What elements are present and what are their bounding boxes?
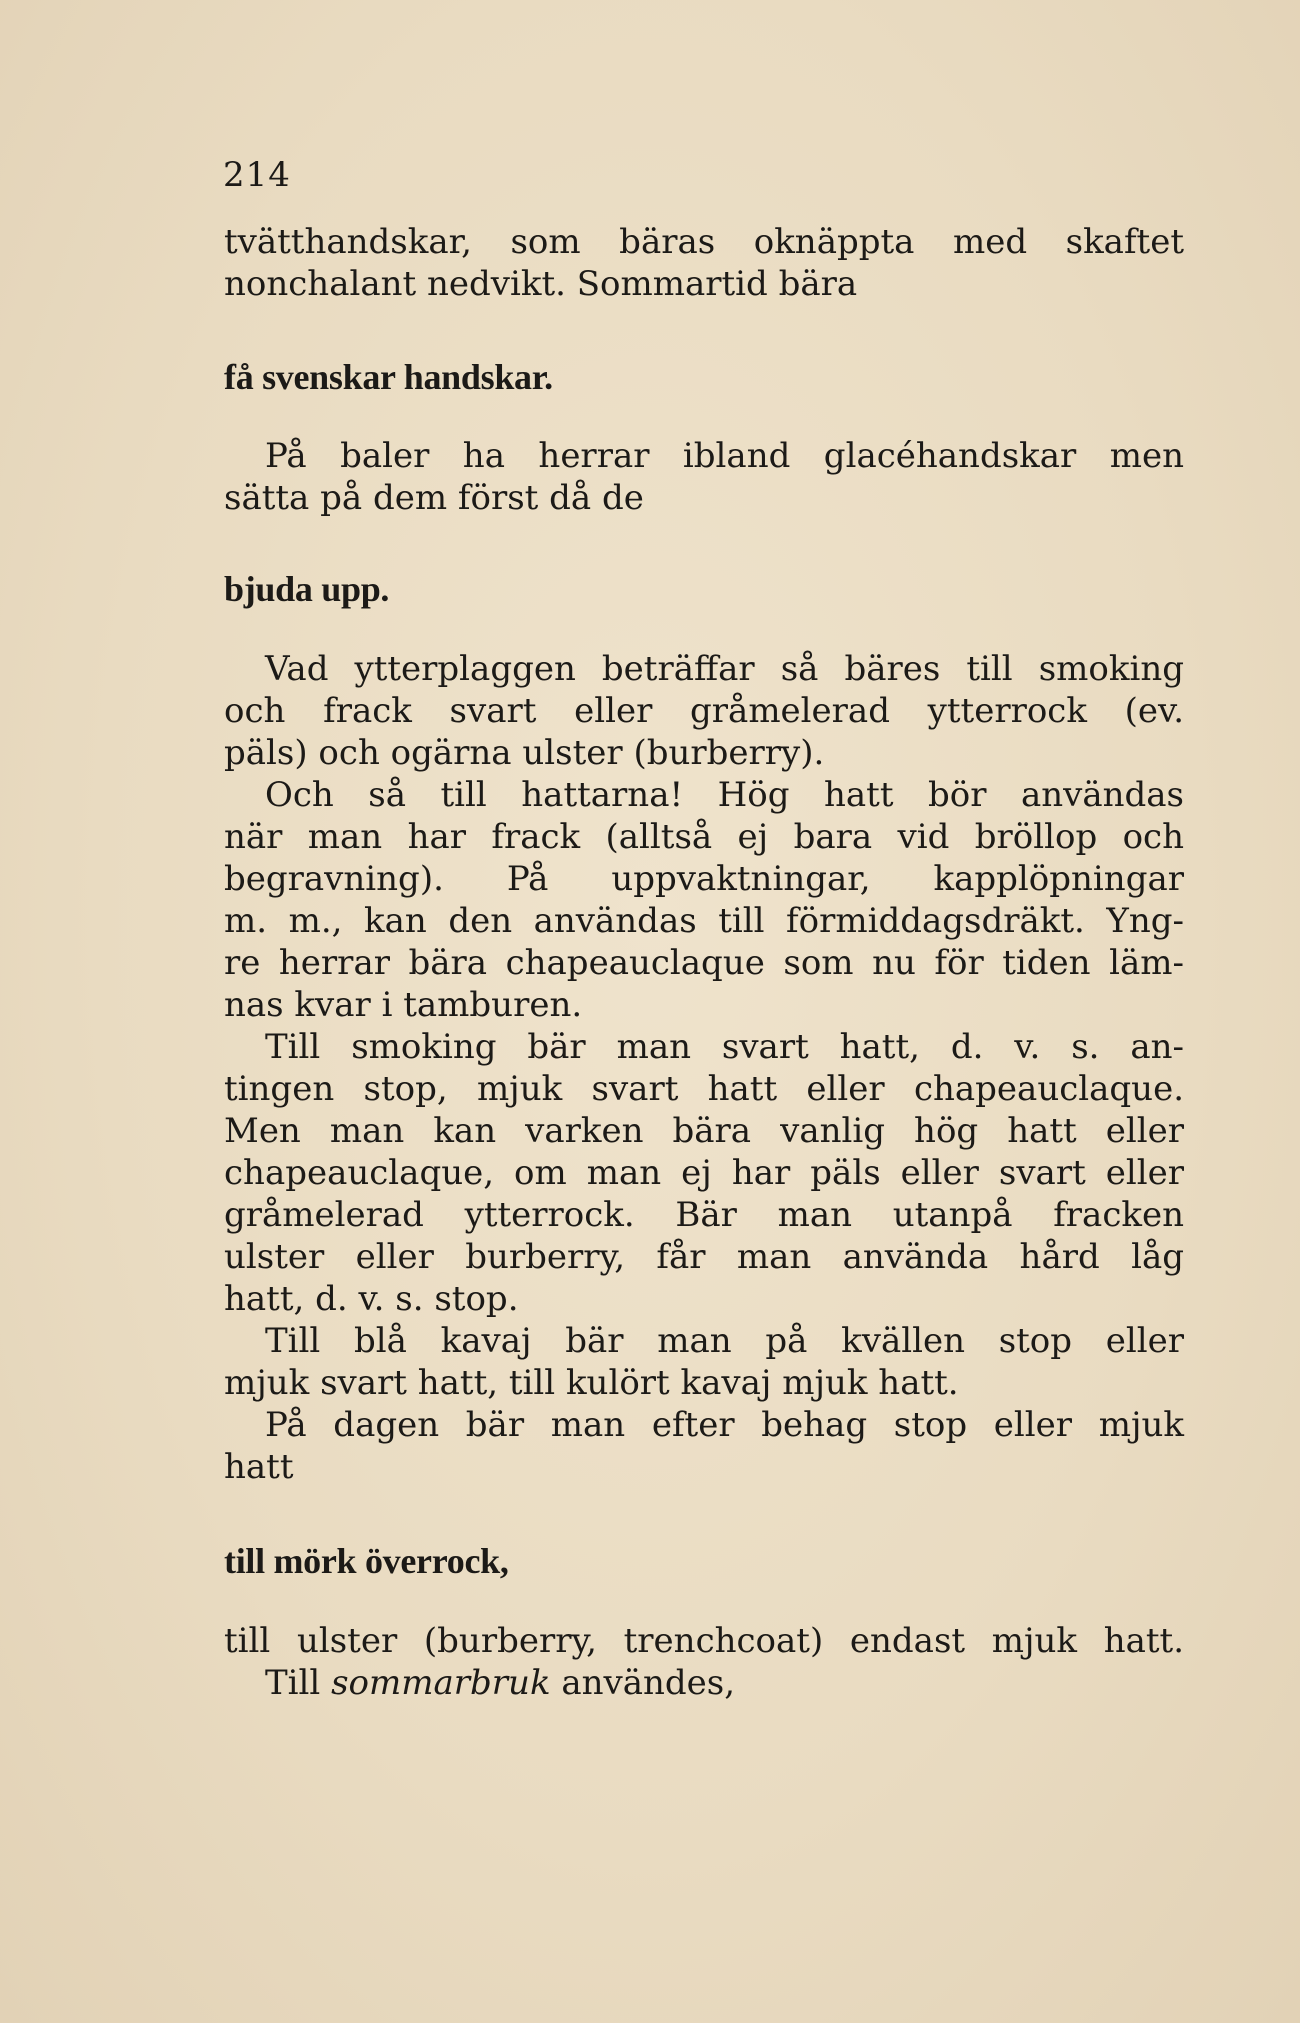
text-fragment: Till [265, 1663, 332, 1703]
text-line: när man har frack (alltså ej bara vid bröllop och [224, 817, 1184, 857]
text-line: päls) och ogärna ulster (burberry). [224, 733, 825, 773]
text-line: sätta på dem först då de [224, 478, 644, 518]
text-line: och frack svart eller gråmelerad ytterrock (ev. [224, 691, 1184, 731]
text-line: mjuk svart hatt, till kulört kavaj mjuk hatt. [224, 1363, 959, 1403]
text-line: Men man kan varken bära vanlig hög hatt eller [224, 1111, 1184, 1151]
section-heading-swedish-gloves: få svenskar handskar. [224, 357, 553, 397]
text-line: tingen stop, mjuk svart hatt eller chapeauclaque. [224, 1069, 1184, 1109]
text-line: hatt, d. v. s. stop. [224, 1279, 519, 1319]
text-line: tvätthandskar, som bäras oknäppta med skaftet [224, 222, 1184, 262]
paragraph-balls [224, 435, 1184, 519]
text-line: till ulster (burberry, trenchcoat) endast mjuk hatt. [224, 1621, 1184, 1661]
page-number: 214 [223, 155, 291, 195]
text-line: Vad ytterplaggen beträffar så bäres till smoking [265, 649, 1184, 689]
paragraph-outerwear-and-hats [224, 648, 1184, 1488]
text-line: re herrar bära chapeauclaque som nu för tiden läm- [224, 943, 1184, 983]
section-heading-dance: bjuda upp. [224, 569, 390, 609]
text-line: Till blå kavaj bär man på kvällen stop eller [265, 1321, 1184, 1361]
text-line-summer [224, 1662, 1184, 1704]
text-line: Och så till hattarna! Hög hatt bör användas [265, 775, 1184, 815]
section-heading-dark-overcoat: till mörk överrock, [224, 1541, 509, 1581]
text-fragment: användes, [550, 1663, 736, 1703]
text-line: m. m., kan den användas till förmiddagsdräkt. Yng- [224, 901, 1184, 941]
text-line: nas kvar i tamburen. [224, 985, 583, 1025]
text-line: hatt [224, 1447, 294, 1487]
text-line: Till smoking bär man svart hatt, d. v. s. an- [265, 1027, 1184, 1067]
text-line: begravning). På uppvaktningar, kapplöpningar [224, 859, 1184, 899]
paragraph-ulster [224, 1620, 1184, 1704]
text-line: På dagen bär man efter behag stop eller mjuk [265, 1405, 1184, 1445]
text-line: nonchalant nedvikt. Sommartid bära [224, 264, 858, 304]
text-line: På baler ha herrar ibland glacéhandskar men [265, 436, 1184, 476]
text-line: chapeauclaque, om man ej har päls eller svart eller [224, 1153, 1184, 1193]
paragraph-gloves [224, 221, 1184, 305]
italic-term: sommarbruk [331, 1663, 551, 1703]
text-line: ulster eller burberry, får man använda hård låg [224, 1237, 1184, 1277]
text-line: gråmelerad ytterrock. Bär man utanpå fracken [224, 1195, 1184, 1235]
